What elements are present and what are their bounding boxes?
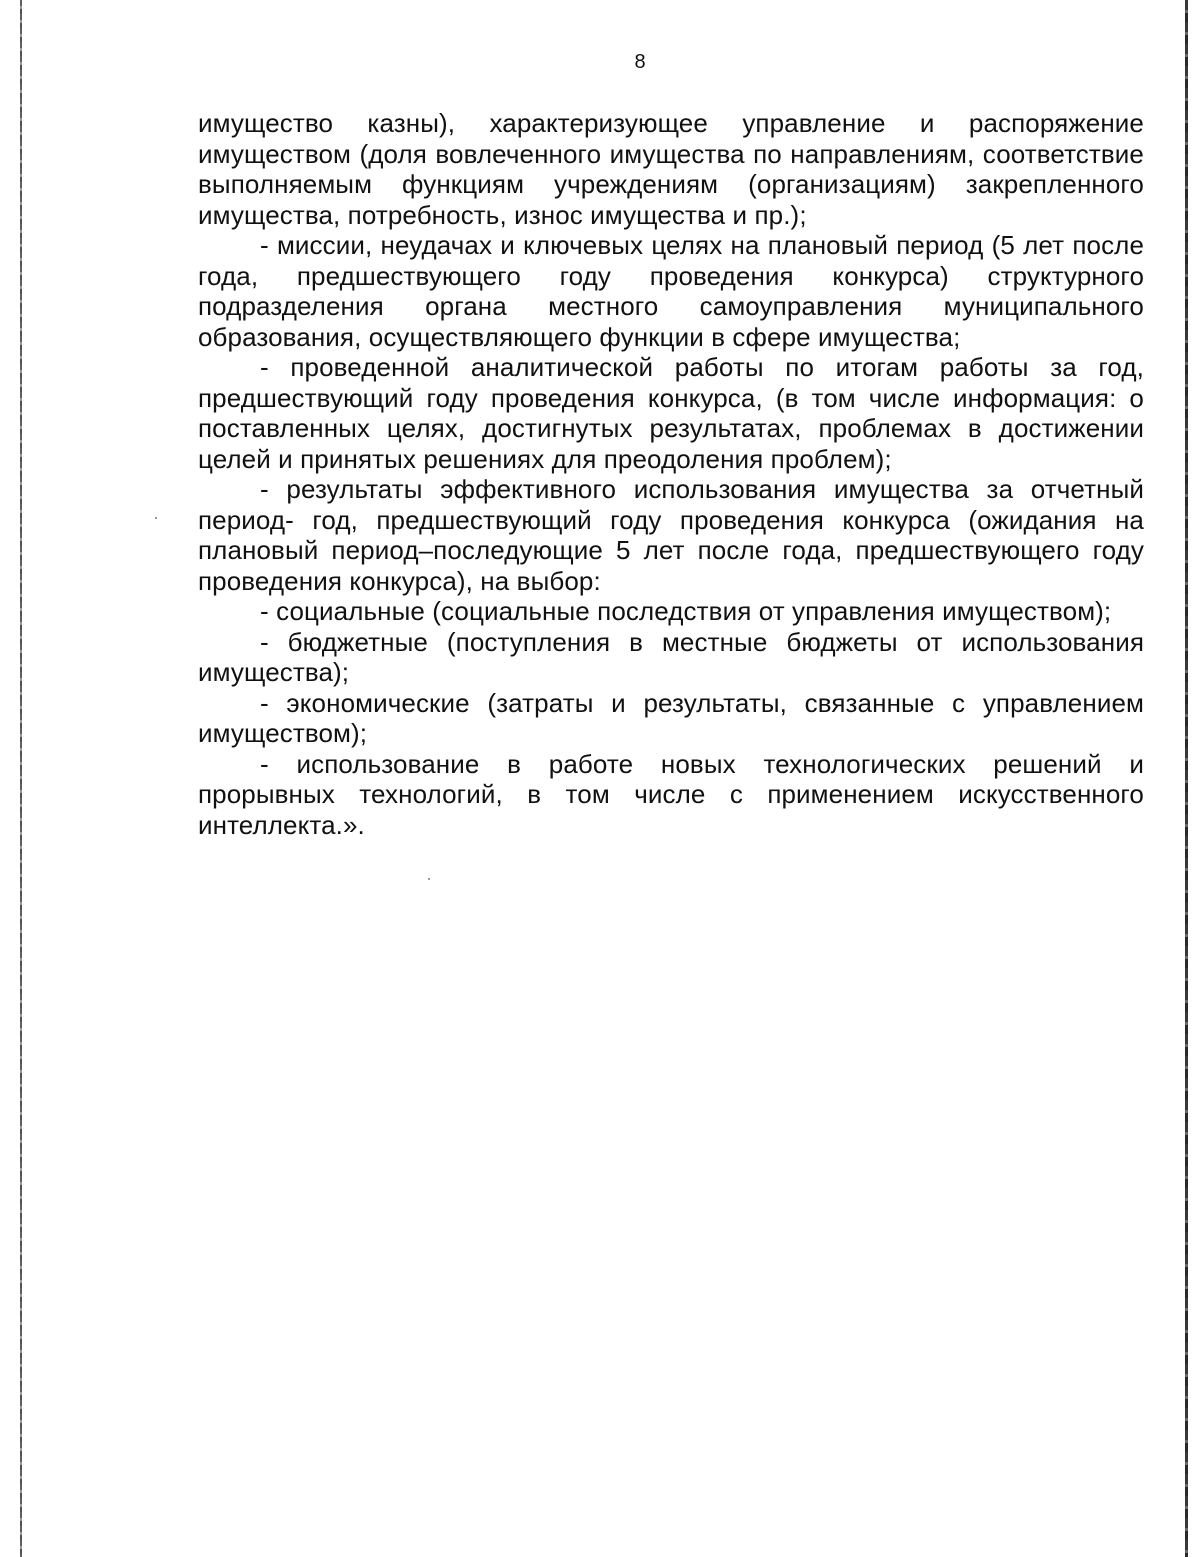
list-item-analytics: - проведенной аналитической работы по итогам работы за год, предшествующий году проведения конкурса, (в том числе информация: о поставленных целях, достигнутых результатах, проблемах в достижении целей и принятых решениях для преодоления проблем); [198,352,1144,474]
list-item-technology: - использование в работе новых технологических решений и прорывных технологий, в том числе с применением искусственного интеллекта.». [198,748,1144,840]
scan-speck [155,517,157,519]
list-item-mission: - миссии, неудачах и ключевых целях на плановый период (5 лет после года, предшествующего году проведения конкурса) структурного подразделения органа местного самоуправления муниципального образования, осуществляющего функции в сфере имущества; [198,230,1144,352]
scan-edge-right [1185,0,1188,1557]
list-item-economic: - экономические (затраты и результаты, связанные с управлением имуществом); [198,687,1144,748]
paragraph-continuation: имущество казны), характеризующее управление и распоряжение имуществом (доля вовлеченного имущества по направлениям, соответствие выполняемым функциям учреждениям (организациям) закрепленного имущества, потребность, износ имущества и пр.); [198,108,1144,230]
page-number: 8 [634,51,646,73]
scan-speck [428,878,430,880]
list-item-budget: - бюджетные (поступления в местные бюджеты от использования имущества); [198,626,1144,687]
list-item-social: - социальные (социальные последствия от управления имуществом); [260,596,1112,626]
list-item-results: - результаты эффективного использования имущества за отчетный период- год, предшествующий году проведения конкурса (ожидания на плановый период–последующие 5 лет после года, предшествующего году проведения конкурса), на выбор: [198,474,1144,596]
scan-edge-left [20,0,22,1557]
document-body [198,108,1144,840]
